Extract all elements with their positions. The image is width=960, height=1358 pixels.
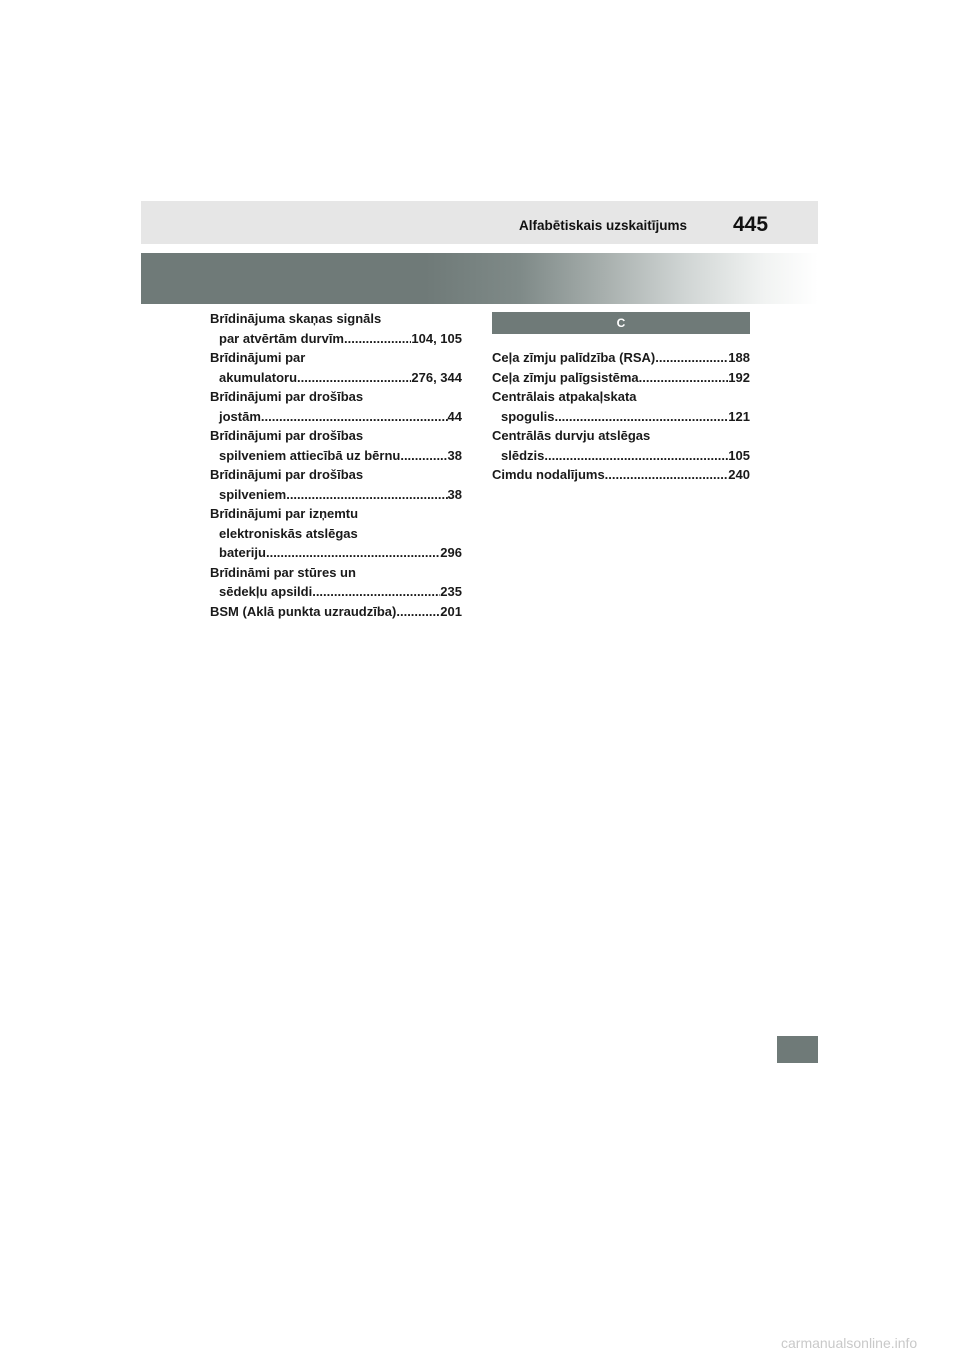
index-entry-text: elektroniskās atslēgas (219, 525, 358, 541)
index-entry-text: Brīdinājuma skaņas signāls (210, 311, 382, 326)
section-c-entries (492, 348, 750, 485)
index-entry-line (492, 465, 750, 485)
index-entry-line (210, 485, 462, 505)
running-header-title: Alfabētiskais uzskaitījums (519, 218, 688, 233)
index-entry (492, 465, 750, 485)
dot-leader (261, 407, 448, 427)
index-entry-text: bateriju (219, 545, 266, 560)
index-entry (492, 387, 750, 426)
chapter-tab-marker (777, 1036, 818, 1063)
index-entry-text: Brīdinājumi par drošības (210, 428, 364, 443)
index-entry-text: spilveniem (219, 486, 287, 502)
dot-leader (266, 543, 440, 563)
index-entry-line (210, 582, 462, 602)
index-entry-line (210, 426, 462, 446)
index-entry-line (210, 387, 462, 407)
index-entry-line (210, 563, 462, 583)
dot-leader (544, 446, 728, 466)
index-entry-line (492, 387, 750, 407)
dot-leader (286, 485, 447, 505)
dot-leader (554, 407, 728, 427)
dot-leader (639, 368, 729, 388)
index-entry-text: spogulis (501, 408, 555, 424)
index-entry-page: 44 (447, 408, 462, 424)
dot-leader (396, 602, 440, 622)
running-header-bar (141, 201, 818, 244)
index-column-right (492, 309, 750, 485)
page-number: 445 (733, 213, 769, 236)
section-header-c: C (492, 312, 750, 334)
index-entry-line (210, 329, 462, 349)
index-entry (492, 368, 750, 388)
dot-leader (312, 582, 440, 602)
index-entry (210, 504, 462, 563)
index-entry-text: Cimdu nodalījums (492, 467, 605, 482)
index-entry-page: 201 (440, 603, 462, 619)
index-entry-text: akumulatoru (219, 369, 298, 385)
index-entry (210, 348, 462, 387)
index-entry-page: 105 (728, 447, 750, 463)
index-entry-line (210, 407, 462, 427)
index-entry (210, 602, 462, 622)
index-entry-line (492, 446, 750, 466)
index-entry-text: sēdekļu apsildi (219, 584, 313, 599)
index-entry-text: Centrālās durvju atslēgas (492, 428, 651, 443)
index-entry-page: 192 (728, 369, 750, 385)
index-entry-text: BSM (Aklā punkta uzraudzība) (210, 603, 397, 619)
index-entry-line (210, 543, 462, 563)
index-entry-page: 240 (728, 467, 750, 482)
index-entry-page: 296 (440, 545, 462, 560)
index-entry-line (210, 446, 462, 466)
dot-leader (344, 329, 411, 349)
index-entry (210, 465, 462, 504)
index-entry (210, 309, 462, 348)
index-entry-text: Brīdinājumi par drošības (210, 389, 364, 404)
index-entry-page: 121 (728, 408, 750, 424)
index-entry-text: Brīdinājumi par izņemtu (210, 506, 359, 521)
index-entry-page: 38 (447, 447, 462, 463)
dot-leader (400, 446, 447, 466)
index-entry-line (492, 348, 750, 368)
dot-leader (605, 465, 729, 485)
index-entry-page: 188 (728, 350, 750, 365)
watermark: carmanualsonline.info (781, 1335, 918, 1351)
index-entry (492, 348, 750, 368)
decorative-gradient-band (141, 253, 818, 304)
index-entry-line (210, 465, 462, 485)
index-entry-text: Centrālais atpakaļskata (492, 389, 637, 404)
index-entry-line (210, 524, 462, 544)
index-entry-text: Ceļa zīmju palīgsistēma (492, 369, 639, 385)
index-entry-text: spilveniem attiecībā uz bērnu (219, 447, 401, 463)
index-entry-text: Brīdinājumi par (210, 350, 306, 365)
index-entry-line (210, 602, 462, 622)
index-entry-text: Brīdinājumi par drošības (210, 467, 364, 482)
index-entry-text: Brīdināmi par stūres un (210, 564, 356, 580)
index-entry-line (492, 407, 750, 427)
index-entry-line (492, 426, 750, 446)
index-entry-line (210, 504, 462, 524)
index-entry (210, 426, 462, 465)
dot-leader (297, 368, 411, 388)
index-entry-text: par atvērtām durvīm (219, 330, 344, 346)
index-entry-line (210, 348, 462, 368)
index-column-left (210, 309, 462, 621)
index-entry (210, 563, 462, 602)
index-entry-line (210, 309, 462, 329)
index-entry-text: Ceļa zīmju palīdzība (RSA) (492, 350, 656, 365)
index-entry (210, 387, 462, 426)
index-entry (492, 426, 750, 465)
index-entry-line (210, 368, 462, 388)
index-entry-text: jostām (219, 408, 261, 424)
dot-leader (655, 348, 728, 368)
index-entry-page: 104, 105 (411, 330, 462, 346)
index-entry-page: 38 (447, 486, 462, 502)
index-entry-line (492, 368, 750, 388)
index-entry-text: slēdzis (501, 447, 545, 463)
index-entry-page: 276, 344 (411, 369, 462, 385)
index-entry-page: 235 (440, 584, 462, 599)
